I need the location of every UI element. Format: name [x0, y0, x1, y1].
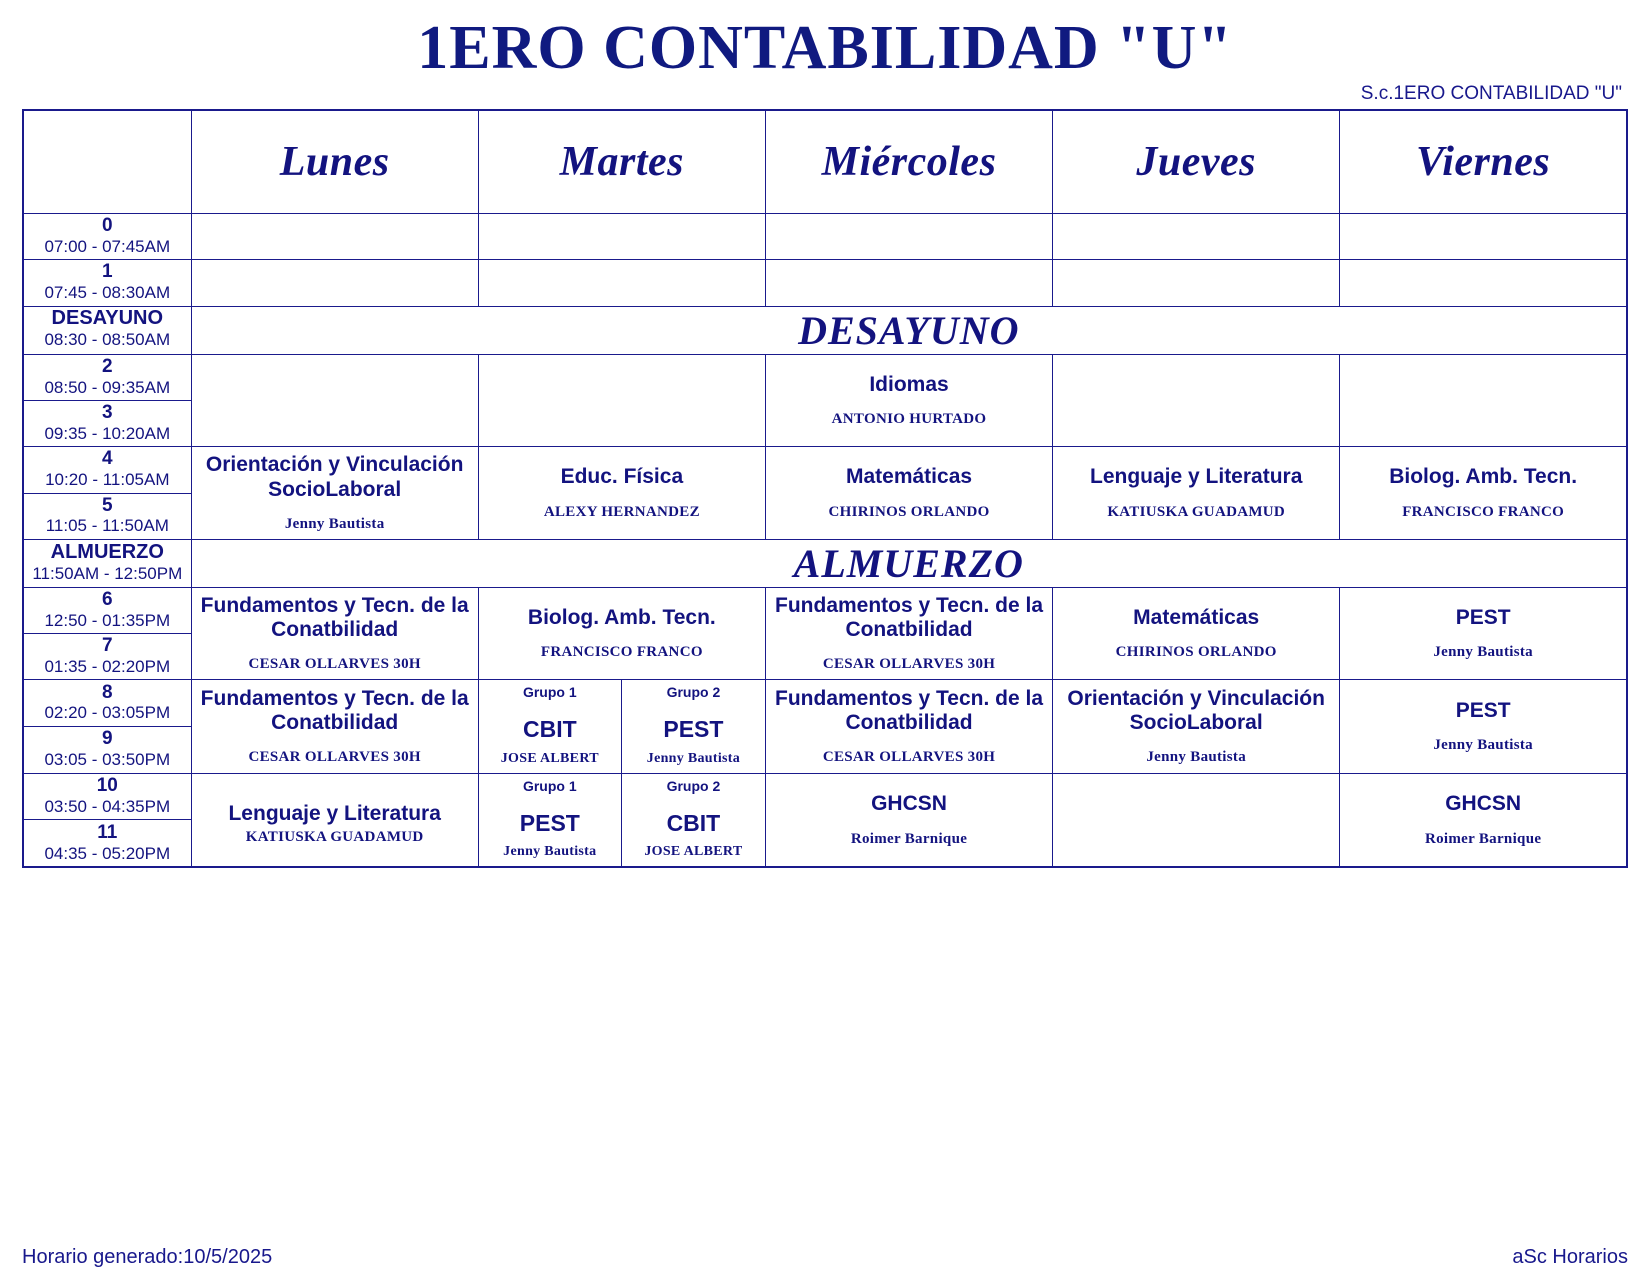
time-cell-3	[23, 400, 191, 446]
group-label: Grupo 1	[522, 684, 577, 701]
group-label: Grupo 2	[666, 777, 721, 794]
break-time-almuerzo: 11:50AM - 12:50PM	[32, 563, 183, 583]
lesson-subject: GHCSN	[1445, 792, 1522, 816]
lesson-subject: PEST	[663, 716, 724, 743]
period-time-9: 03:05 - 03:50PM	[44, 750, 171, 770]
period-time-5: 11:05 - 11:50AM	[45, 516, 169, 536]
lesson-teacher: Jenny Bautista	[1146, 749, 1247, 766]
time-cell-4	[23, 447, 191, 493]
group-label: Grupo 1	[522, 777, 577, 794]
break-time-desayuno: 08:30 - 08:50AM	[44, 330, 171, 350]
period-number-5: 5	[102, 494, 113, 516]
lesson-teacher: Jenny Bautista	[1433, 644, 1533, 661]
lesson-subject: Biolog. Amb. Tecn.	[1389, 465, 1578, 489]
lesson-subject: Fundamentos y Tecn. de la Conatbilidad	[200, 686, 469, 735]
cell-miercoles-1[interactable]	[765, 260, 1052, 306]
time-cell-8	[23, 680, 191, 727]
cell-viernes-2-3[interactable]	[1340, 354, 1627, 447]
day-header-martes: Martes	[478, 110, 765, 214]
table-row-period-0	[23, 214, 1627, 260]
cell-martes-4-5[interactable]	[478, 447, 765, 540]
period-number-10: 10	[96, 774, 118, 796]
table-header-row	[23, 110, 1627, 214]
lesson-teacher: CESAR OLLARVES 30H	[248, 749, 421, 766]
lesson-teacher: FRANCISCO FRANCO	[1402, 503, 1565, 520]
time-cell-desayuno	[23, 306, 191, 354]
lesson-subject: Educ. Física	[560, 465, 684, 489]
table-row-period-2	[23, 354, 1627, 400]
lesson-subject: Lenguaje y Literatura	[1090, 465, 1303, 489]
lesson-subject: Orientación y Vinculación SocioLaboral	[1067, 686, 1325, 735]
time-cell-7	[23, 634, 191, 680]
lesson-teacher: Jenny Bautista	[1433, 737, 1533, 754]
lesson-subject: Fundamentos y Tecn. de la Conatbilidad	[775, 593, 1044, 642]
lesson-teacher: CESAR OLLARVES 30H	[248, 656, 421, 673]
cell-miercoles-10-11[interactable]	[765, 773, 1052, 867]
day-header-viernes: Viernes	[1340, 110, 1627, 214]
group-slot-2[interactable]	[622, 774, 765, 866]
lesson-teacher: CESAR OLLARVES 30H	[822, 656, 996, 673]
time-cell-almuerzo	[23, 539, 191, 587]
lesson-teacher: Jenny Bautista	[503, 844, 597, 860]
lesson-subject: Matemáticas	[845, 465, 973, 489]
cell-viernes-0[interactable]	[1340, 214, 1627, 260]
cell-martes-6-7[interactable]	[478, 587, 765, 680]
table-row-period-10	[23, 773, 1627, 820]
period-time-10: 03:50 - 04:35PM	[44, 796, 171, 816]
cell-lunes-4-5[interactable]	[191, 447, 478, 540]
period-time-6: 12:50 - 01:35PM	[44, 610, 171, 630]
break-label-desayuno: DESAYUNO	[51, 307, 164, 330]
lesson-subject: Lenguaje y Literatura	[228, 802, 441, 826]
footer-brand: aSc Horarios	[1512, 1246, 1628, 1268]
cell-miercoles-6-7[interactable]	[765, 587, 1052, 680]
time-cell-10	[23, 773, 191, 820]
cell-miercoles-4-5[interactable]	[765, 447, 1052, 540]
cell-jueves-1[interactable]	[1053, 260, 1340, 306]
page-title: 1ERO CONTABILIDAD "U"	[417, 14, 1233, 82]
group-label: Grupo 2	[666, 684, 721, 701]
lesson-teacher: JOSE ALBERT	[500, 750, 599, 766]
cell-viernes-8-9[interactable]	[1340, 680, 1627, 773]
time-cell-2	[23, 354, 191, 400]
lesson-subject: Orientación y Vinculación SocioLaboral	[205, 453, 464, 501]
table-row-period-6	[23, 587, 1627, 633]
break-band-almuerzo: ALMUERZO	[191, 539, 1627, 587]
lesson-subject: PEST	[519, 809, 580, 836]
lesson-subject: Fundamentos y Tecn. de la Conatbilidad	[200, 593, 469, 642]
lesson-subject: PEST	[1455, 605, 1511, 629]
lesson-teacher: FRANCISCO FRANCO	[540, 644, 703, 661]
table-row-desayuno	[23, 306, 1627, 354]
cell-miercoles-2-3[interactable]	[765, 354, 1052, 447]
cell-viernes-6-7[interactable]	[1340, 587, 1627, 680]
period-number-9: 9	[102, 728, 113, 750]
lesson-subject: GHCSN	[871, 792, 947, 816]
cell-martes-8-9[interactable]	[478, 680, 765, 773]
lesson-teacher: CHIRINOS ORLANDO	[828, 503, 990, 520]
group-slot-1[interactable]	[479, 774, 622, 866]
time-cell-1	[23, 260, 191, 306]
time-cell-0	[23, 214, 191, 260]
period-number-11: 11	[97, 821, 118, 843]
period-number-2: 2	[102, 355, 113, 377]
cell-jueves-6-7[interactable]	[1053, 587, 1340, 680]
lesson-subject: CBIT	[666, 809, 721, 836]
time-cell-11	[23, 820, 191, 867]
period-time-1: 07:45 - 08:30AM	[44, 283, 171, 303]
cell-martes-2-3[interactable]	[478, 354, 765, 447]
day-header-lunes: Lunes	[191, 110, 478, 214]
lesson-teacher: Jenny Bautista	[284, 515, 385, 532]
break-label-almuerzo: ALMUERZO	[50, 540, 164, 563]
lesson-teacher: Roimer Barnique	[850, 830, 968, 847]
cell-martes-1[interactable]	[478, 260, 765, 306]
cell-jueves-0[interactable]	[1053, 214, 1340, 260]
lesson-subject: PEST	[1455, 698, 1511, 722]
period-time-0: 07:00 - 07:45AM	[44, 236, 171, 256]
group-slot-1[interactable]	[479, 680, 622, 772]
lesson-teacher: CESAR OLLARVES 30H	[822, 749, 996, 766]
cell-viernes-10-11[interactable]	[1340, 773, 1627, 867]
period-number-7: 7	[102, 635, 113, 657]
period-time-4: 10:20 - 11:05AM	[45, 470, 170, 490]
period-time-11: 04:35 - 05:20PM	[44, 843, 171, 863]
table-row-period-1	[23, 260, 1627, 306]
cell-jueves-4-5[interactable]	[1053, 447, 1340, 540]
table-row-period-8	[23, 680, 1627, 727]
period-number-0: 0	[102, 215, 113, 237]
period-time-7: 01:35 - 02:20PM	[44, 656, 171, 676]
lesson-teacher: Jenny Bautista	[646, 750, 741, 766]
cell-viernes-1[interactable]	[1340, 260, 1627, 306]
lesson-teacher: ANTONIO HURTADO	[831, 411, 987, 427]
cell-lunes-1[interactable]	[191, 260, 478, 306]
time-cell-9	[23, 727, 191, 774]
period-time-8: 02:20 - 03:05PM	[44, 703, 171, 723]
period-time-2: 08:50 - 09:35AM	[44, 377, 171, 397]
time-cell-5	[23, 493, 191, 539]
group-slot-2[interactable]	[622, 680, 765, 772]
lesson-subject: Matemáticas	[1133, 605, 1260, 629]
period-time-3: 09:35 - 10:20AM	[44, 423, 171, 443]
period-number-8: 8	[102, 681, 113, 703]
cell-jueves-8-9[interactable]	[1053, 680, 1340, 773]
lesson-teacher: KATIUSKA GUADAMUD	[1107, 503, 1286, 520]
period-number-3: 3	[102, 401, 113, 423]
cell-miercoles-0[interactable]	[765, 214, 1052, 260]
timetable	[22, 109, 1628, 868]
lesson-teacher: ALEXY HERNANDEZ	[543, 503, 700, 520]
lesson-subject: CBIT	[522, 716, 577, 743]
day-header-miercoles: Miércoles	[765, 110, 1052, 214]
cell-lunes-2-3[interactable]	[191, 354, 478, 447]
time-cell-6	[23, 587, 191, 633]
break-band-desayuno: DESAYUNO	[191, 306, 1627, 354]
cell-lunes-10-11[interactable]	[191, 773, 478, 867]
lesson-subject: Biolog. Amb. Tecn.	[527, 605, 716, 629]
cell-miercoles-8-9[interactable]	[765, 680, 1052, 773]
footer-generated: Horario generado:10/5/2025	[22, 1246, 273, 1268]
lesson-subject: Fundamentos y Tecn. de la Conatbilidad	[775, 686, 1044, 735]
period-number-4: 4	[102, 448, 113, 470]
lesson-teacher: KATIUSKA GUADAMUD	[245, 828, 424, 845]
cell-lunes-6-7[interactable]	[191, 587, 478, 680]
cell-martes-0[interactable]	[478, 214, 765, 260]
period-number-6: 6	[102, 588, 113, 610]
cell-lunes-0[interactable]	[191, 214, 478, 260]
lesson-teacher: JOSE ALBERT	[644, 844, 743, 860]
cell-jueves-2-3[interactable]	[1053, 354, 1340, 447]
cell-jueves-10-11[interactable]	[1053, 773, 1340, 867]
page-footer	[22, 1246, 1628, 1269]
table-row-period-4	[23, 447, 1627, 493]
page-subtitle: S.c.1ERO CONTABILIDAD "U"	[1360, 83, 1622, 105]
cell-martes-10-11[interactable]	[478, 773, 765, 867]
period-number-1: 1	[102, 261, 113, 283]
lesson-teacher: Roimer Barnique	[1424, 830, 1542, 847]
cell-lunes-8-9[interactable]	[191, 680, 478, 773]
corner-cell	[23, 110, 191, 214]
table-row-almuerzo	[23, 539, 1627, 587]
cell-viernes-4-5[interactable]	[1340, 447, 1627, 540]
lesson-subject: Idiomas	[869, 372, 949, 396]
lesson-teacher: CHIRINOS ORLANDO	[1115, 644, 1277, 661]
day-header-jueves: Jueves	[1053, 110, 1340, 214]
